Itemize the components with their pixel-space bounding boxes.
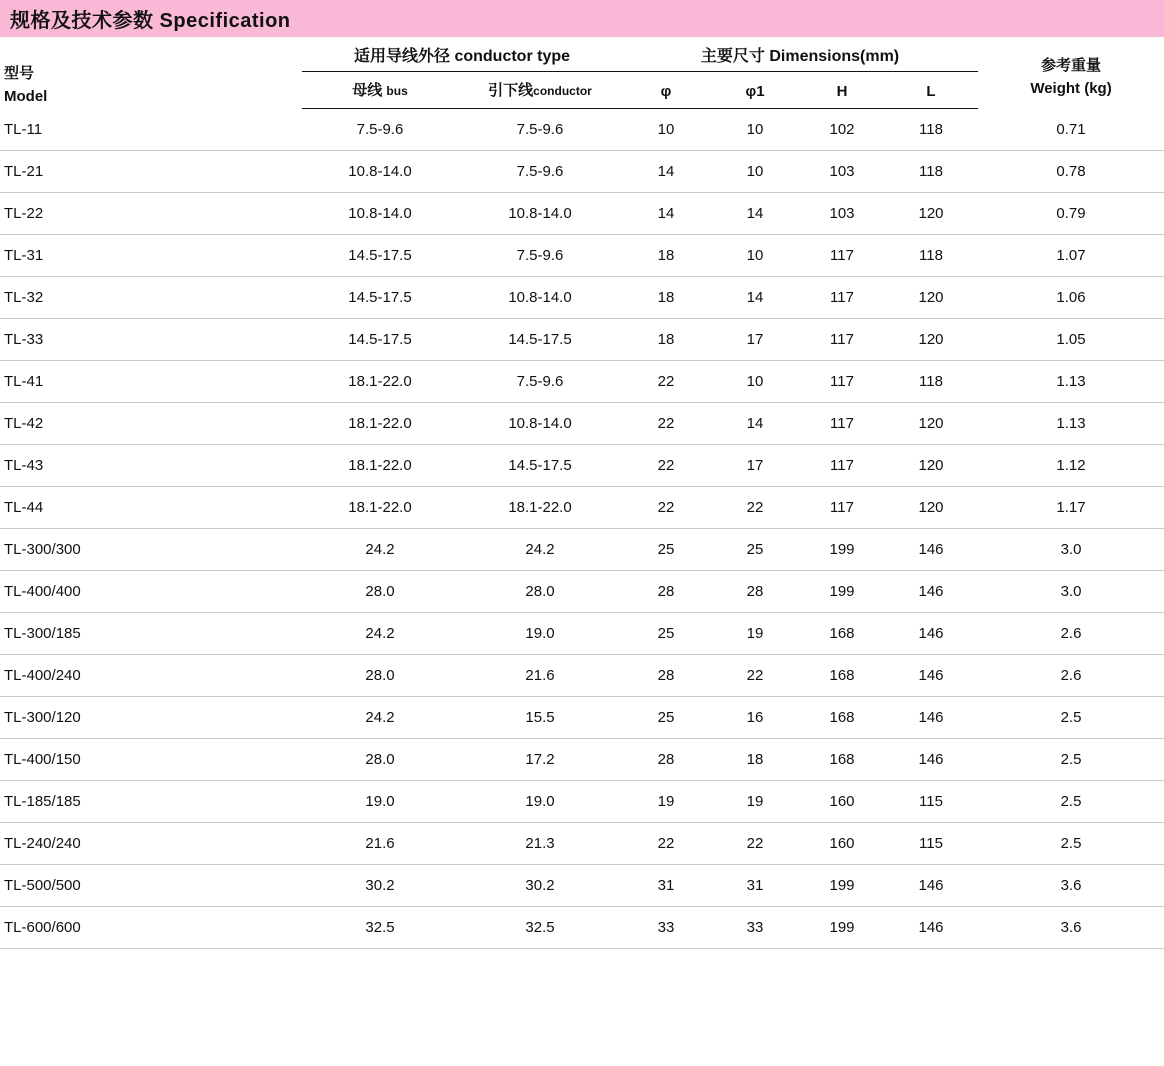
cell-conductor: 17.2 [458, 739, 622, 781]
table-body [0, 109, 1164, 949]
cell-h: 117 [800, 277, 884, 319]
cell-phi1: 31 [710, 865, 800, 907]
cell-h: 117 [800, 403, 884, 445]
cell-conductor: 32.5 [458, 907, 622, 949]
cell-phi1: 22 [710, 655, 800, 697]
cell-conductor: 14.5-17.5 [458, 319, 622, 361]
cell-model: TL-42 [0, 403, 302, 445]
cell-l: 146 [884, 907, 978, 949]
cell-l: 118 [884, 235, 978, 277]
cell-phi1: 28 [710, 571, 800, 613]
table-row [0, 277, 1164, 319]
cell-weight: 2.5 [978, 823, 1164, 865]
cell-bus: 7.5-9.6 [302, 109, 458, 151]
header-bus-cn: 母线 [352, 82, 383, 99]
cell-conductor: 19.0 [458, 613, 622, 655]
cell-h: 168 [800, 655, 884, 697]
cell-conductor: 30.2 [458, 865, 622, 907]
header-conductor-group: 适用导线外径 conductor type [302, 37, 622, 72]
cell-phi: 25 [622, 529, 710, 571]
cell-l: 146 [884, 739, 978, 781]
cell-phi: 22 [622, 487, 710, 529]
cell-phi1: 19 [710, 613, 800, 655]
cell-phi: 28 [622, 571, 710, 613]
cell-h: 117 [800, 319, 884, 361]
cell-h: 117 [800, 235, 884, 277]
cell-phi: 25 [622, 697, 710, 739]
cell-phi1: 10 [710, 235, 800, 277]
cell-h: 168 [800, 613, 884, 655]
cell-conductor: 21.3 [458, 823, 622, 865]
cell-model: TL-43 [0, 445, 302, 487]
cell-bus: 10.8-14.0 [302, 193, 458, 235]
cell-weight: 0.78 [978, 151, 1164, 193]
table-row [0, 823, 1164, 865]
cell-phi: 18 [622, 235, 710, 277]
header-bus [302, 72, 458, 109]
cell-h: 168 [800, 697, 884, 739]
cell-weight: 1.13 [978, 361, 1164, 403]
cell-bus: 21.6 [302, 823, 458, 865]
cell-model: TL-500/500 [0, 865, 302, 907]
table-row [0, 235, 1164, 277]
cell-h: 103 [800, 151, 884, 193]
cell-model: TL-11 [0, 109, 302, 151]
cell-l: 146 [884, 571, 978, 613]
cell-model: TL-300/120 [0, 697, 302, 739]
cell-model: TL-32 [0, 277, 302, 319]
cell-model: TL-185/185 [0, 781, 302, 823]
cell-phi1: 18 [710, 739, 800, 781]
cell-h: 199 [800, 529, 884, 571]
cell-weight: 2.5 [978, 739, 1164, 781]
cell-model: TL-400/150 [0, 739, 302, 781]
table-row [0, 529, 1164, 571]
cell-l: 120 [884, 487, 978, 529]
cell-l: 118 [884, 151, 978, 193]
cell-bus: 28.0 [302, 739, 458, 781]
cell-model: TL-41 [0, 361, 302, 403]
cell-weight: 2.5 [978, 697, 1164, 739]
cell-phi: 25 [622, 613, 710, 655]
cell-conductor: 7.5-9.6 [458, 235, 622, 277]
cell-l: 120 [884, 403, 978, 445]
cell-bus: 10.8-14.0 [302, 151, 458, 193]
cell-phi1: 19 [710, 781, 800, 823]
cell-phi1: 10 [710, 109, 800, 151]
cell-conductor: 18.1-22.0 [458, 487, 622, 529]
header-bus-en: bus [386, 84, 408, 98]
cell-phi: 19 [622, 781, 710, 823]
table-row [0, 739, 1164, 781]
cell-bus: 14.5-17.5 [302, 319, 458, 361]
header-weight-en: Weight (kg) [1030, 80, 1112, 98]
cell-l: 120 [884, 445, 978, 487]
cell-phi1: 14 [710, 277, 800, 319]
header-model-cn: 型号 [4, 65, 35, 82]
cell-phi1: 22 [710, 487, 800, 529]
cell-bus: 18.1-22.0 [302, 361, 458, 403]
cell-phi: 10 [622, 109, 710, 151]
cell-phi1: 17 [710, 319, 800, 361]
cell-weight: 1.17 [978, 487, 1164, 529]
cell-weight: 1.05 [978, 319, 1164, 361]
cell-l: 120 [884, 319, 978, 361]
header-weight-cn: 参考重量 [1041, 57, 1102, 74]
cell-h: 102 [800, 109, 884, 151]
header-h: H [800, 72, 884, 109]
cell-l: 115 [884, 781, 978, 823]
cell-phi: 14 [622, 151, 710, 193]
header-conductor-en: conductor [533, 84, 592, 98]
cell-weight: 2.6 [978, 613, 1164, 655]
cell-l: 120 [884, 277, 978, 319]
cell-phi1: 10 [710, 361, 800, 403]
cell-weight: 1.07 [978, 235, 1164, 277]
cell-l: 118 [884, 109, 978, 151]
cell-h: 117 [800, 487, 884, 529]
cell-model: TL-300/300 [0, 529, 302, 571]
specification-table [0, 37, 1164, 949]
table-row [0, 697, 1164, 739]
header-l: L [884, 72, 978, 109]
cell-bus: 14.5-17.5 [302, 277, 458, 319]
cell-conductor: 10.8-14.0 [458, 193, 622, 235]
cell-model: TL-400/240 [0, 655, 302, 697]
cell-l: 146 [884, 865, 978, 907]
cell-l: 115 [884, 823, 978, 865]
cell-phi: 22 [622, 823, 710, 865]
cell-bus: 32.5 [302, 907, 458, 949]
cell-phi: 22 [622, 445, 710, 487]
header-conductor-cn: 引下线 [488, 82, 534, 99]
page-title-bar [0, 0, 1164, 37]
cell-phi: 22 [622, 403, 710, 445]
cell-model: TL-21 [0, 151, 302, 193]
cell-model: TL-31 [0, 235, 302, 277]
cell-weight: 2.5 [978, 781, 1164, 823]
header-phi1: φ1 [710, 72, 800, 109]
cell-weight: 3.6 [978, 907, 1164, 949]
cell-conductor: 10.8-14.0 [458, 277, 622, 319]
cell-weight: 1.06 [978, 277, 1164, 319]
cell-phi1: 33 [710, 907, 800, 949]
cell-l: 146 [884, 529, 978, 571]
cell-conductor: 28.0 [458, 571, 622, 613]
table-row [0, 193, 1164, 235]
table-row [0, 445, 1164, 487]
cell-h: 117 [800, 445, 884, 487]
cell-phi: 22 [622, 361, 710, 403]
cell-conductor: 24.2 [458, 529, 622, 571]
cell-conductor: 19.0 [458, 781, 622, 823]
cell-h: 103 [800, 193, 884, 235]
cell-h: 168 [800, 739, 884, 781]
page-title: 规格及技术参数 Specification [10, 10, 291, 32]
cell-phi: 18 [622, 319, 710, 361]
cell-bus: 19.0 [302, 781, 458, 823]
cell-l: 146 [884, 613, 978, 655]
cell-model: TL-400/400 [0, 571, 302, 613]
cell-model: TL-300/185 [0, 613, 302, 655]
cell-h: 199 [800, 907, 884, 949]
table-row [0, 151, 1164, 193]
cell-model: TL-600/600 [0, 907, 302, 949]
table-row [0, 781, 1164, 823]
cell-phi1: 14 [710, 403, 800, 445]
cell-conductor: 21.6 [458, 655, 622, 697]
header-row-groups [0, 37, 1164, 72]
cell-weight: 3.0 [978, 571, 1164, 613]
table-row [0, 907, 1164, 949]
cell-weight: 3.0 [978, 529, 1164, 571]
cell-l: 146 [884, 655, 978, 697]
cell-conductor: 7.5-9.6 [458, 151, 622, 193]
table-header [0, 37, 1164, 109]
cell-phi: 28 [622, 739, 710, 781]
cell-h: 117 [800, 361, 884, 403]
cell-model: TL-240/240 [0, 823, 302, 865]
cell-phi: 33 [622, 907, 710, 949]
table-row [0, 865, 1164, 907]
table-row [0, 361, 1164, 403]
cell-weight: 0.71 [978, 109, 1164, 151]
cell-conductor: 15.5 [458, 697, 622, 739]
table-row [0, 487, 1164, 529]
cell-bus: 24.2 [302, 529, 458, 571]
cell-conductor: 7.5-9.6 [458, 109, 622, 151]
header-phi: φ [622, 72, 710, 109]
cell-weight: 1.13 [978, 403, 1164, 445]
cell-model: TL-22 [0, 193, 302, 235]
header-model [0, 37, 302, 109]
cell-h: 160 [800, 823, 884, 865]
cell-h: 199 [800, 571, 884, 613]
cell-weight: 3.6 [978, 865, 1164, 907]
cell-phi1: 25 [710, 529, 800, 571]
cell-weight: 2.6 [978, 655, 1164, 697]
cell-l: 118 [884, 361, 978, 403]
header-dimensions-group: 主要尺寸 Dimensions(mm) [622, 37, 978, 72]
cell-conductor: 10.8-14.0 [458, 403, 622, 445]
cell-model: TL-44 [0, 487, 302, 529]
cell-bus: 28.0 [302, 571, 458, 613]
cell-weight: 1.12 [978, 445, 1164, 487]
cell-bus: 24.2 [302, 697, 458, 739]
cell-h: 199 [800, 865, 884, 907]
cell-bus: 18.1-22.0 [302, 445, 458, 487]
cell-phi1: 14 [710, 193, 800, 235]
cell-phi: 18 [622, 277, 710, 319]
header-conductor [458, 72, 622, 109]
cell-weight: 0.79 [978, 193, 1164, 235]
table-row [0, 403, 1164, 445]
header-model-en: Model [4, 88, 48, 106]
cell-model: TL-33 [0, 319, 302, 361]
cell-conductor: 14.5-17.5 [458, 445, 622, 487]
table-row [0, 613, 1164, 655]
cell-bus: 14.5-17.5 [302, 235, 458, 277]
header-weight [978, 37, 1164, 109]
cell-phi1: 17 [710, 445, 800, 487]
cell-phi1: 10 [710, 151, 800, 193]
table-row [0, 109, 1164, 151]
table-row [0, 655, 1164, 697]
cell-phi: 28 [622, 655, 710, 697]
cell-phi1: 22 [710, 823, 800, 865]
cell-bus: 24.2 [302, 613, 458, 655]
cell-bus: 28.0 [302, 655, 458, 697]
cell-bus: 18.1-22.0 [302, 403, 458, 445]
cell-h: 160 [800, 781, 884, 823]
table-row [0, 571, 1164, 613]
cell-bus: 18.1-22.0 [302, 487, 458, 529]
cell-conductor: 7.5-9.6 [458, 361, 622, 403]
cell-phi: 31 [622, 865, 710, 907]
table-row [0, 319, 1164, 361]
cell-l: 120 [884, 193, 978, 235]
cell-bus: 30.2 [302, 865, 458, 907]
cell-phi1: 16 [710, 697, 800, 739]
cell-phi: 14 [622, 193, 710, 235]
cell-l: 146 [884, 697, 978, 739]
